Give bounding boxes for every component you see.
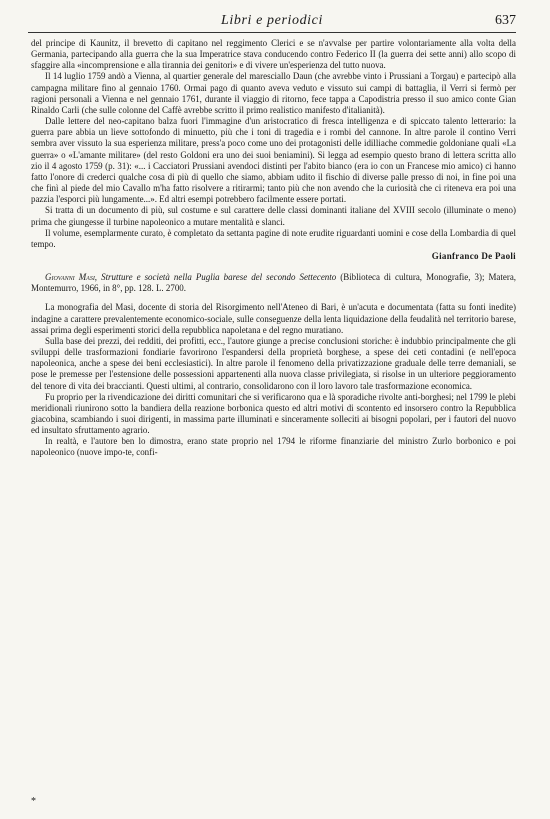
- paragraph: Sulla base dei prezzi, dei redditi, dei profitti, ecc., l'autore giunge a precise conclusioni storiche: è indubbio principalmente che gli sviluppi delle trasformazioni fondiarie favorirono l'espandersi della proprietà borghese, a spese dei ceti contadini (e nell'epoca napoleonica, anche a spese dei beni ecclesiastici). In altre parole il fenomeno della privatizzazione graduale delle terre demaniali, se pose le premesse per l'estensione delle possessioni appartenenti alla nuova classe privilegiata, si risolse in un ulteriore peggioramento del tenore di vita dei braccianti. Questi ultimi, al contrario, consolidarono con il loro lavoro tale trasformazione economica.: [31, 335, 516, 391]
- paragraph: Il 14 luglio 1759 andò a Vienna, al quartier generale del maresciallo Daun (che avrebbe vinto i Prussiani a Torgau) e partecipò alla campagna militare fino al gennaio 1760. Ormai pago di quanto aveva veduto e vissuto sui campi di battaglia, il Verri si fermò per ragioni personali a Vienna e nel gennaio 1761, durante il viaggio di ritorno, fece tappa a Capodistria presso il suo amico conte Gian Rinaldo Carli (che sulle colonne del Caffè avrebbe scritto il primo realistico manifesto d'italianità).: [31, 71, 516, 115]
- paragraph: Fu proprio per la rivendicazione dei diritti comunitari che si verificarono qua e là sporadiche rivolte anti-borghesi; nel 1799 le plebi meridionali riunirono sotto la bandiera della reazione borbonica questo ed altri motivi di scontento ed insorsero contro la Repubblica giacobina, scambiando i suoi dirigenti, in massima parte illuminati e sinceramente solleciti ai bisogni popolari, per i fautori del nuovo ed insultato sfruttamento agrario.: [31, 391, 516, 436]
- page-number: 637: [495, 13, 516, 28]
- running-header: [28, 12, 516, 33]
- paragraph: In realtà, e l'autore ben lo dimostra, erano state proprio nel 1794 le riforme finanziarie del ministro Zurlo borbonico e poi napoleonico (nuove impo-te, confi-: [31, 436, 516, 458]
- paragraph: Si tratta di un documento di più, sul costume e sul carattere delle classi dominanti italiane del XVIII secolo (illuminate o meno) prima che giungesse il turbine napoleonico a mutare mentalità e slanci.: [31, 205, 516, 227]
- review-signature: Gianfranco De Paoli: [431, 250, 516, 261]
- text-body: [31, 38, 516, 459]
- paragraph: Il volume, esemplarmente curato, è completato da settanta pagine di note erudite riguardanti uomini e cose della Lombardia di quel tempo.: [31, 227, 516, 249]
- review-book-title: Strutture e società nella Puglia barese del secondo Settecento: [101, 272, 337, 283]
- footnote-mark: *: [31, 796, 36, 807]
- review-author: Giovanni Masi,: [45, 272, 98, 283]
- review-book-details: (Biblioteca di cultura, Monografie, 3); Matera, Montemurro, 1966, in 8°, pp. 128. L. 2700.: [31, 272, 517, 294]
- paragraph: La monografia del Masi, docente di storia del Risorgimento nell'Ateneo di Bari, è un'acuta e documentata (fatta su fonti inedite) indagine a carattere prevalentemente economico-sociale, sulle conseguenze della lenta liquidazione della feudalità nel territorio barese, assai prima degli esperimenti storici della repubblica napoletana e del regno muratiano.: [31, 302, 516, 335]
- running-title: Libri e periodici: [221, 13, 323, 28]
- paragraph: del principe di Kaunitz, il brevetto di capitano nel reggimento Clerici e se n'avvalse per partire volontariamente alla volta della Germania, partecipando alla guerra che la sua Imperatrice stava conducendo contro Federico II (la guerra dei sette anni) allo scopo di sfaggire alla «incomprensione e alla tirannia dei genitori» e di vivere un'esperienza del tutto nuova.: [31, 38, 516, 71]
- paragraph: Dalle lettere del neo-capitano balza fuori l'immagine d'un aristocratico di fresca intelligenza e di spiccato talento letterario: la guerra pare abbia un lieve sottofondo di minuetto, più che i toni di tragedia e i rombi del cannone. In altre parole il contino Verri sembra aver vissuto la sua esperienza militare, press'a poco come uno dei protagonisti delle idilliache commedie goldoniane quali «La guerra» o «L'amante militare» (del resto Goldoni era uno dei suoi beniamini). Si legga ad esempio questo brano di lettera scritta allo zio il 4 agosto 1759 (p. 31): «... i Cacciatori Prussiani avendoci distinti per l'abito bianco (era io con un Francese mio amico) ci hanno fatto l'onore di crederci qualche cosa di più di quello che siamo, abbiam udito il fischio di diverse palle presso di noi, in fine poi una che finì al piede del mio Cavallo m'ha fatto risolvere a ritirarmi; tanto più che non avendo che la curiosità che ci riteneva era poi una pazzia l'esporci più lungamente...». Ed altri esempi potrebbero facilmente essere portati.: [31, 116, 516, 205]
- review-heading: [31, 272, 516, 294]
- review-body: [31, 302, 516, 458]
